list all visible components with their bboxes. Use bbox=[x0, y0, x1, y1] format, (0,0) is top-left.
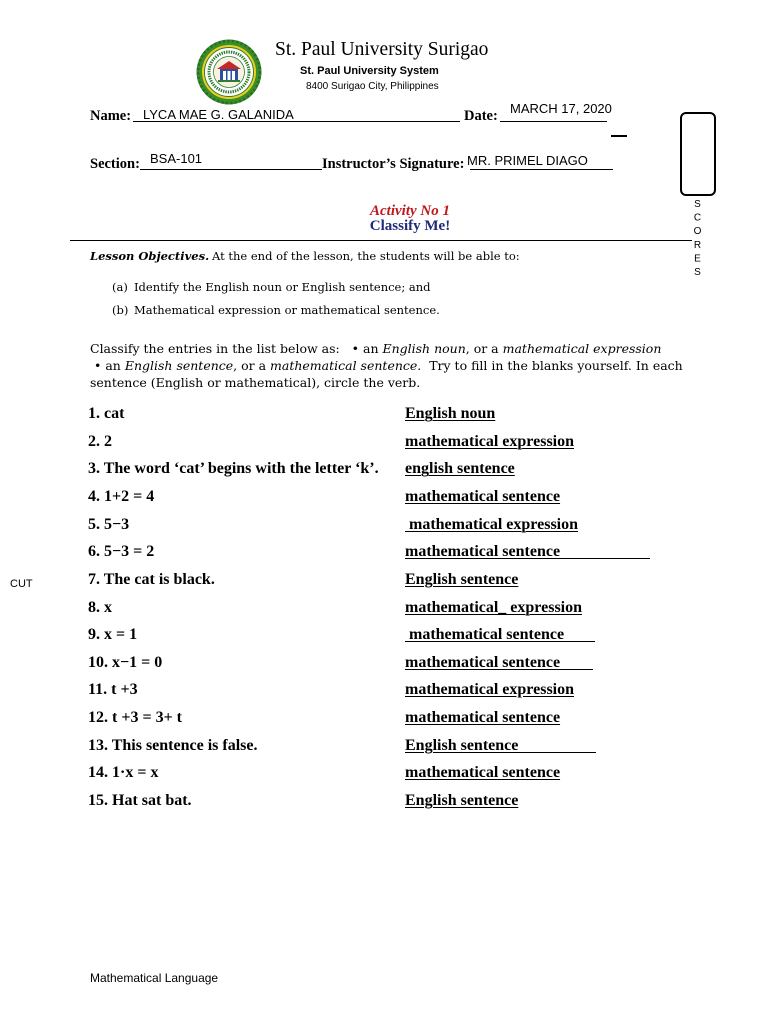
section-underline bbox=[140, 169, 322, 170]
instructions-emphasis: English sentence bbox=[124, 357, 234, 373]
list-item bbox=[0, 455, 768, 483]
answer-text: mathematical sentence bbox=[405, 653, 561, 671]
list-item bbox=[0, 538, 768, 566]
item-answer bbox=[405, 455, 515, 483]
list-item bbox=[0, 400, 768, 428]
answer-text: English sentence bbox=[405, 736, 519, 754]
list-item bbox=[0, 483, 768, 511]
instructions-line: sentence (English or mathematical), circle the verb. bbox=[90, 374, 421, 390]
list-item bbox=[0, 676, 768, 704]
instructions-emphasis: mathematical sentence. bbox=[270, 357, 422, 373]
item-prompt: 8. x bbox=[88, 598, 112, 616]
objective-marker: (a) bbox=[112, 280, 128, 295]
classification-list bbox=[0, 400, 768, 814]
date-value: MARCH 17, 2020 bbox=[510, 100, 612, 116]
date-underline bbox=[500, 121, 607, 122]
university-name: St. Paul University Surigao bbox=[275, 38, 489, 60]
answer-text: mathematical expression bbox=[405, 432, 575, 450]
item-prompt: 6. 5−3 = 2 bbox=[88, 543, 155, 561]
list-item bbox=[0, 621, 768, 649]
item-answer bbox=[405, 649, 593, 677]
answer-blank-line bbox=[560, 669, 593, 670]
item-answer bbox=[405, 759, 560, 787]
name-label: Name: bbox=[90, 107, 132, 124]
answer-text: mathematical sentence bbox=[405, 543, 561, 561]
item-prompt: 3. The word ‘cat’ begins with the letter ‘k’. bbox=[88, 460, 379, 478]
list-item bbox=[0, 787, 768, 815]
date-label: Date: bbox=[464, 107, 498, 124]
item-answer bbox=[405, 676, 574, 704]
page-footer: Mathematical Language bbox=[90, 971, 219, 985]
item-answer bbox=[405, 566, 518, 594]
instructions-line bbox=[90, 340, 662, 356]
item-prompt: 14. 1·x = x bbox=[88, 764, 159, 782]
instructions-text: , or a bbox=[233, 357, 271, 373]
instructions-text: Classify the entries in the list below as: • an bbox=[90, 340, 383, 356]
item-prompt: 7. The cat is black. bbox=[88, 570, 215, 588]
cut-note: CUT bbox=[10, 577, 33, 590]
answer-text: mathematical sentence bbox=[405, 488, 561, 506]
answer-text: English sentence bbox=[405, 570, 519, 588]
item-prompt: 4. 1+2 = 4 bbox=[88, 488, 155, 506]
objective-marker: (b) bbox=[112, 303, 129, 318]
instructor-signature-underline bbox=[470, 169, 613, 170]
instructor-signature-value: MR. PRIMEL DIAGO bbox=[467, 152, 588, 168]
dash-mark bbox=[611, 135, 627, 137]
item-answer bbox=[405, 511, 578, 539]
instructions-emphasis: mathematical expression bbox=[502, 340, 662, 356]
objectives-heading: Lesson Objectives. bbox=[90, 249, 210, 264]
item-prompt: 5. 5−3 bbox=[88, 515, 130, 533]
activity-number: Activity No 1 bbox=[370, 202, 450, 219]
section-label: Section: bbox=[90, 155, 140, 172]
item-answer bbox=[405, 704, 560, 732]
item-prompt: 13. This sentence is false. bbox=[88, 736, 258, 754]
item-answer bbox=[405, 483, 560, 511]
section-divider bbox=[70, 240, 692, 241]
instructions-emphasis: English noun bbox=[382, 340, 466, 356]
item-prompt: 9. x = 1 bbox=[88, 626, 138, 644]
item-prompt: 2. 2 bbox=[88, 432, 112, 450]
list-item bbox=[0, 594, 768, 622]
item-answer bbox=[405, 594, 582, 622]
item-prompt: 15. Hat sat bat. bbox=[88, 791, 192, 809]
item-prompt: 1. cat bbox=[88, 405, 125, 423]
answer-text: mathematical expression bbox=[405, 681, 575, 699]
section-value: BSA-101 bbox=[150, 150, 203, 166]
item-prompt: 12. t +3 = 3+ t bbox=[88, 709, 183, 727]
instructions-line bbox=[94, 357, 683, 373]
answer-text: mathematical sentence bbox=[405, 764, 561, 782]
objective-text: Mathematical expression or mathematical sentence. bbox=[134, 303, 440, 318]
list-item bbox=[0, 759, 768, 787]
instructions-text: • an bbox=[94, 357, 125, 373]
objectives-intro: At the end of the lesson, the students will be able to: bbox=[212, 249, 520, 264]
objective-text: Identify the English noun or English sentence; and bbox=[134, 280, 431, 295]
list-item bbox=[0, 511, 768, 539]
item-answer bbox=[405, 400, 495, 428]
list-item bbox=[0, 566, 768, 594]
item-answer bbox=[405, 732, 596, 760]
item-prompt: 10. x−1 = 0 bbox=[88, 653, 163, 671]
instructor-signature-label: Instructor’s Signature: bbox=[322, 155, 465, 172]
list-item bbox=[0, 649, 768, 677]
answer-text: mathematical sentence bbox=[405, 709, 561, 727]
answer-blank-line bbox=[560, 558, 650, 559]
activity-title: Classify Me! bbox=[369, 217, 451, 234]
scores-label: SCORES bbox=[692, 199, 703, 281]
item-answer bbox=[405, 538, 650, 566]
answer-text: english sentence bbox=[405, 460, 515, 478]
instructions-text: Try to fill in the blanks yourself. In each bbox=[421, 357, 683, 373]
university-address: 8400 Surigao City, Philippines bbox=[306, 81, 439, 92]
university-seal bbox=[196, 39, 262, 105]
list-item bbox=[0, 732, 768, 760]
answer-text: mathematical_ expression bbox=[405, 598, 583, 616]
list-item bbox=[0, 428, 768, 456]
item-answer bbox=[405, 621, 595, 649]
item-answer bbox=[405, 428, 574, 456]
score-box bbox=[680, 112, 716, 196]
item-answer bbox=[405, 787, 518, 815]
answer-text: mathematical sentence bbox=[405, 626, 565, 644]
item-prompt: 11. t +3 bbox=[88, 681, 138, 699]
instructions-text: , or a bbox=[465, 340, 503, 356]
answer-text: English noun bbox=[405, 405, 496, 423]
answer-blank-line bbox=[518, 752, 596, 753]
answer-blank-line bbox=[564, 641, 595, 642]
list-item bbox=[0, 704, 768, 732]
university-system: St. Paul University System bbox=[300, 64, 439, 77]
answer-text: mathematical expression bbox=[405, 515, 579, 533]
name-value: LYCA MAE G. GALANIDA bbox=[143, 106, 294, 122]
answer-text: English sentence bbox=[405, 791, 519, 809]
